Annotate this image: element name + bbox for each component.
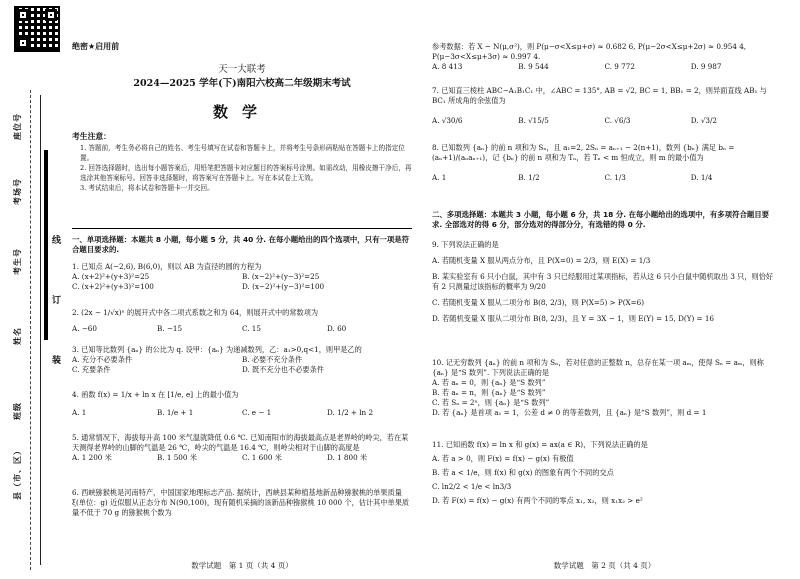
- question-stem: 8. 已知数列 {aₙ} 的前 n 项和为 Sₙ，且 a₁=2, 2Sₙ = aₙ₊₁ − 2(n+1)，数列 {bₙ} 满足 bₙ = (aₙ+1)/(aₙaₙ₊₁)，记 {bₙ} 的前 n 项和为 Tₙ，若 Tₙ < m 恒成立，则 m 的最小值为: [432, 143, 735, 163]
- question-4: [72, 390, 412, 418]
- option: A. 1 200 米: [72, 453, 112, 463]
- question-9: [432, 240, 777, 324]
- option: B. 1/e + 1: [157, 408, 194, 418]
- question-stem: 6. 西峡猕猴桃是河南特产，中国国家地理标志产品. 据统计，西峡县某种植基地新品种猕猴桃的单果质量 ξ(单位：g) 近似服从正态分布 N(90,100)，现有随机采摘的该新品种猕猴桃 10 000 个，估计其中单果质量不低于 70 g 的猕猴桃个数为: [72, 488, 410, 518]
- question-stem: 1. 已知点 A(−2,6), B(6,0)，则以 AB 为直径的圆的方程为: [72, 262, 262, 271]
- seal-char-line: 线: [52, 236, 62, 246]
- option: D. √3/2: [690, 116, 717, 126]
- option: A. 若 aₙ = 0，则 {aₙ} 是“S 数列”: [432, 378, 546, 388]
- question-7: [432, 86, 777, 126]
- option: A. √30/6: [432, 116, 463, 126]
- option: D. 若随机变量 X 服从二项分布 B(8, 2/3)，且 Y = 3X − 1，则 E(Y) = 15, D(Y) = 16: [432, 314, 714, 324]
- question-2: [72, 308, 412, 334]
- option: A. 充分不必要条件: [72, 355, 133, 365]
- option: A. 1: [432, 173, 447, 183]
- option: D. 既不充分也不必要条件: [242, 365, 324, 375]
- reference-text: 参考数据：若 X ~ N(μ,σ²)，则 P(μ−σ<X≤μ+σ) ≈ 0.682 6, P(μ−2σ<X≤μ+2σ) ≈ 0.954 4, P(μ−3σ<X≤μ+3σ) ≈ 0.997 4.: [432, 42, 747, 62]
- option: B. 若 a < 1/e，则 f(x) 和 g(x) 的图象有两个不同的交点: [432, 468, 614, 478]
- subject-title: 数学: [212, 103, 271, 121]
- secret-mark: 绝密★启用前: [72, 42, 120, 51]
- option: A. 1: [72, 408, 87, 418]
- option: A. 若 a > 0，则 F(x) = f(x) − g(x) 有极值: [432, 454, 574, 464]
- binding-line: [40, 95, 41, 565]
- binding-bar: [44, 150, 48, 340]
- option: C. e − 1: [242, 408, 272, 418]
- option: D. 若 F(x) = f(x) − g(x) 有两个不同的零点 x₁, x₂，则 x₁x₂ > e²: [432, 496, 643, 506]
- exam-org: 天一大联考: [218, 64, 266, 75]
- notes-heading: 考生注意：: [72, 132, 111, 141]
- class-label: 班级: [12, 402, 22, 420]
- reference-data: [432, 42, 777, 72]
- question-11: [432, 440, 777, 506]
- option: B. (x−2)²+(y−3)²=25: [242, 272, 320, 282]
- question-8: [432, 143, 777, 183]
- option: D. 若 {aₙ} 是首项 a₁ = 1，公差 d ≠ 0 的等差数列，且 {aₙ} 是“S 数列”，则 d = 1: [432, 408, 707, 418]
- cut-line: [30, 90, 31, 570]
- option: C. 1 600 米: [242, 453, 282, 463]
- section-1-heading: 一、单项选择题：本题共 8 小题，每小题 5 分，共 40 分. 在每小题给出的四个选项中，只有一项是符合题目要求的.: [72, 235, 410, 255]
- option: D. 1 800 米: [327, 453, 368, 463]
- question-5: [72, 433, 412, 463]
- qr-code: [14, 6, 60, 52]
- question-stem: 7. 已知直三棱柱 ABC−A₁B₁C₁ 中，∠ABC = 135°, AB = √2, BC = 1, BB₁ = 2，则异面直线 AB₁ 与 BC₁ 所成角的余弦值为: [432, 86, 767, 106]
- question-stem: 10. 记无穷数列 {aₙ} 的前 n 项和为 Sₙ，若对任意的正整数 n，总存在某一项 aₘ，使得 Sₙ = aₘ，则称 {aₙ} 是“S 数列”. 下列说法正确的是: [432, 358, 764, 378]
- question-6: [72, 488, 412, 518]
- question-stem: 3. 已知等比数列 {aₙ} 的公比为 q. 设甲：{aₙ} 为递减数列，乙：a₁>0,q<1，则甲是乙的: [72, 345, 362, 354]
- option: D. 1/4: [690, 173, 713, 183]
- binding-strip: [0, 0, 62, 579]
- option: C. ln2/2 < 1/e < ln3/3: [432, 482, 512, 492]
- option: D. 1/2 + ln 2: [327, 408, 374, 418]
- seal-char-bind: 订: [52, 296, 62, 306]
- option: C. 15: [242, 324, 261, 334]
- option: A. (x+2)²+(y+3)²=25: [72, 272, 150, 282]
- note-item: 2. 回答选择题时，选出每小题答案后，用铅笔把答题卡对应题目的答案标号涂黑。如需改动，用橡皮擦干净后，再选涂其他答案标号。回答非选择题时，将答案写在答题卡上。写在本试卷上无效。: [80, 163, 412, 183]
- option: C. 若随机变量 X 服从二项分布 B(8, 2/3)，则 P(X=5) > P(X=6): [432, 298, 645, 308]
- option: C. (x+2)²+(y+3)²=100: [72, 282, 154, 292]
- question-stem: 4. 函数 f(x) = 1/x + ln x 在 [1/e, e] 上的最小值为: [72, 390, 239, 399]
- option: B. 1/2: [518, 173, 540, 183]
- option: D. 9 987: [690, 62, 722, 72]
- option: B. 1 500 米: [157, 453, 197, 463]
- option: C. √6/3: [604, 116, 631, 126]
- note-item: 3. 考试结束后，将本试卷和答题卡一并交回。: [80, 184, 214, 193]
- county-label: 县（市、区）: [12, 446, 22, 500]
- page-1: [72, 0, 412, 579]
- question-3: [72, 345, 412, 375]
- page-2-footer: 数学试题 第 2 页（共 4 页）: [553, 560, 656, 570]
- page-2: [432, 0, 777, 579]
- option: B. 9 544: [518, 62, 549, 72]
- seal-char-install: 装: [52, 356, 62, 366]
- option: B. 某实验室有 6 只小白鼠，其中有 3 只已经服用过某项指标，若从这 6 只小白鼠中随机取出 3 只，则恰好有 2 只测量过该指标的概率为 9/20: [432, 272, 774, 292]
- seat-label: 座位号: [12, 113, 22, 140]
- notes-box: [72, 132, 412, 224]
- option: B. 必要不充分条件: [242, 355, 303, 365]
- note-item: 1. 答题前，考生务必将自己的姓名、考生号填写在试卷和答题卡上，并将考生号条形码粘贴在答题卡上的指定位置。: [80, 143, 405, 162]
- question-1: [72, 262, 412, 292]
- option: B. −15: [157, 324, 183, 334]
- question-10: [432, 358, 777, 418]
- option: A. 8 413: [432, 62, 463, 72]
- option: B. √15/5: [518, 116, 549, 126]
- option: B. 若 aₙ = n，则 {aₙ} 是“S 数列”: [432, 388, 546, 398]
- exam-title: 2024—2025 学年(下)南阳六校高二年级期末考试: [133, 78, 351, 89]
- option: C. 若 Sₙ = 2ⁿ，则 {aₙ} 是“S 数列”: [432, 398, 550, 408]
- page-1-footer: 数学试题 第 1 页（共 4 页）: [191, 560, 293, 570]
- question-stem: 2. (2x − 1/√x)ⁿ 的展开式中各二项式系数之和为 64，则展开式中的常数项为: [72, 308, 319, 317]
- option: C. 9 772: [604, 62, 635, 72]
- question-stem: 9. 下列说法正确的是: [432, 240, 499, 249]
- option: A. −60: [72, 324, 97, 334]
- section-2-heading: 二、多项选择题：本题共 3 小题，每小题 6 分，共 18 分. 在每小题给出的选项中，有多项符合题目要求. 全部选对的得 6 分，部分选对的得部分分，有选错的得 0 分.: [432, 210, 770, 230]
- question-stem: 5. 通常情况下，海拔每升高 100 米气温就降低 0.6 ℃. 已知南阳市的海拔最高点是老界岭的岭尖，若在某天测得老界岭的山脚的气温是 26 ℃，岭尖的气温是 16.4 ℃，则岭尖相对于山脚的高度是: [72, 433, 409, 453]
- option: D. (x−2)²+(y−3)²=100: [242, 282, 325, 292]
- name-label: 姓名: [12, 327, 22, 345]
- option: A. 若随机变量 X 服从两点分布，且 P(X=0) = 2/3，则 E(X) = 1/3: [432, 256, 651, 266]
- question-stem: 11. 已知函数 f(x) = ln x 和 g(x) = ax(a ∈ R)，下列说法正确的是: [432, 440, 648, 449]
- option: C. 充要条件: [72, 365, 111, 375]
- room-label: 考场号: [12, 178, 22, 205]
- option: D. 60: [327, 324, 347, 334]
- divider: [72, 228, 412, 229]
- option: C. 1/3: [604, 173, 626, 183]
- candidate-no-label: 考生号: [12, 248, 22, 275]
